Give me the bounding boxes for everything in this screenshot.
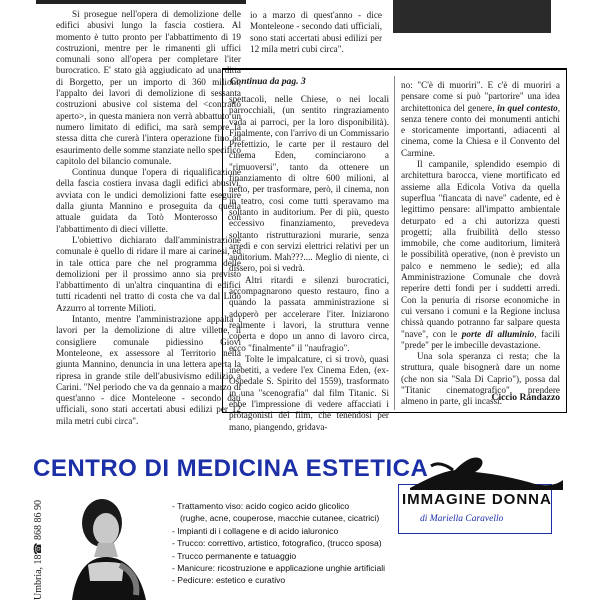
ad-list-item: (rughe, acne, couperose, macchie cutanee, cicatrici) <box>180 513 380 524</box>
text-run: Il campanile, splendido esempio di architettura barocca, viene mortificato ed assieme alla Edicola Votiva da quella superflua "fiancata di nave" cadente, ed è legittimo pensare: all'impatto ambientale deturpato ed a chi autorizza questi progetti; alla fruibilità dello stesso immobile, che come auditorium, limiterà le possibilità operative, (non è previsto un palco e nemmeno le sedie); ed alla Amministrazione Comunale che dovrà reperire detti fondi per i suddetti arredi. Con la penuria di risorse economiche in cui versano i comuni e la Regione inclusa chissà quando potranno far salpare questa "nave", con le <box>401 159 560 339</box>
top-article-paragraph: L'obiettivo dichiarato dall'amministrazione comunale è quello di ridare il mare ai carinesi, ed in tale ottica pare che nel programma delle demolizioni per il prossimo anno sia previsto l'abbattimento di un'altra cinquantina di edifici tutti ricadenti nel tratto di costa che va dal Lido Azzurro al torrente Milioti. <box>56 234 241 313</box>
ad-list-item: - Pedicure: estetico e curativo <box>172 575 286 586</box>
mid-paragraph <box>401 80 560 159</box>
mid-paragraph <box>401 159 560 351</box>
ad-list-item: - Impianti di i collagene e di acido ialuronico <box>172 525 339 536</box>
top-photo-left <box>36 0 246 4</box>
top-article-paragraph: Intanto, mentre l'amministrazione appalta i lavori per la demolizione di altre villette, il consigliere comunale pidiessino Giovi Monteleone, ex assessore al Territorio nella giunta Mannino, denuncia in una lettera aperta la ripresa in grande stile dell'abusivismo edilizio a Carini. "Nel periodo che va da gennaio a marzo di quest'anno - dice Monteleone - secondo dati ufficiali, sono stati accertati abusi edilizi per 12 mila metri cubi circa". <box>56 314 241 426</box>
continua-label: Continua da pag. 3 <box>230 76 306 87</box>
logo-figure-icon <box>405 450 565 492</box>
text-run: no: "C'è di muoriri". E c'è di muoriri a pensare come si può "partorire" una idea architettonica del genere, <box>401 80 560 113</box>
text-run: , senza tenere conto dei monumenti antichi e storicamente importanti, adiacenti al cinema, come la Chiesa e il Convento del Carmine. <box>401 102 560 158</box>
top-photo-right <box>393 0 551 33</box>
signature: Ciccio Randazzo <box>491 392 560 403</box>
ad-title: CENTRO DI MEDICINA ESTETICA <box>33 455 429 482</box>
mid-paragraph: Altri ritardi e silenzi burocratici, accompagnarono questo restauro, fino a quando la passata amministrazione si adoperò per accelerare l'iter. Iniziarono realmente i lavori, la struttura venne coperta e dopo un anno di lavoro circa, ecco "finalmente" il "naufragio". <box>229 274 389 353</box>
mid-paragraph: spettacoli, nelle Chiese, o nei locali parrocchiali, (un sentito ringraziamento vada ai parroci, per la loro disponibilità). Finalmente, con l'arrivo di un Commissario Prefettizio, le carte per il restauro del cinema Eden, cominciarono a "rimuoversi", tanto da ottenere un finanziamento di oltre 600 milioni, al netto, per trasformare, però, il cinema, non in teatro, così come tutti speravamo ma soltanto in auditorium. Per di più, questo eccessivo finanziamento, prevedeva soltanto ristrutturazioni murarie, senza arredi e con servizi elettrici relativi per un auditorium. Mah???.... Meglio di niente, ci dissero, poi si vedrà. <box>229 94 389 274</box>
top-article-column <box>56 9 241 426</box>
top-article-paragraph: Si prosegue nell'opera di demolizione delle edifici abusivi lungo la fascia costiera. Al momento è tutto pronto per l'abbattimento di 19 costruzioni, mentre per le rimanenti gli uffici comunali sono all'opera per completare l'iter burocratico. E' stato già aggiudicato ad una ditta di Borgetto, per un importo di 360 milioni, l'appalto dei lavori di demolizione di sessanta costruzioni abusive col sistema del <contratto aperto>, in questa maniera non verrà abbattuto un numero limitato di edifici, ma sarà sempre la stessa ditta che curerà l'intera operazione fino ad esaurimento delle somme stanziate nello specifico capitolo del bilancio comunale. <box>56 9 241 166</box>
text-emphasis: porte di alluminio <box>461 328 535 339</box>
ad-treatment-list <box>172 500 402 587</box>
top-article-paragraph: Continua dunque l'opera di riqualificazione della fascia costiera invasa dagli edifici abusivi, avviata con le undici demolizioni fatte eseguire dalla giunta Mannino e proseguita da quella attuale guidata da Totò Monterosso con l'abbattimento di dieci villette. <box>56 167 241 234</box>
text-emphasis: in quel contesto <box>497 102 558 113</box>
ad-list-item: - Trucco permanente e tatuaggio <box>172 550 297 561</box>
ad-logo-name: IMMAGINE DONNA <box>402 491 552 508</box>
top-mid-text: io a marzo di quest'anno - dice Monteleone - secondo dati ufficiali, sono stati accertati abusi edilizi per 12 mila metri cubi circa". <box>250 10 382 54</box>
ad-logo-subtitle: di Mariella Caravello <box>420 514 504 524</box>
ad-woman-photo <box>62 495 154 600</box>
ad-side-address: Umbria, 18 <box>33 554 44 600</box>
ad-list-item: - Manicure: ricostruzione e applicazione unghie artificiali <box>172 563 386 574</box>
mid-paragraph: Tolte le impalcature, ci si trovò, quasi inebetiti, a vedere l'ex Cinema Eden, (ex-Ospedale S. Spirito del 1559), trasformato in una "scenografia" dal film Titanic. Si ebbe l'impressione di vedere affacciati i protagonisti del film, che tenendosi per mano, piangendo, gridava- <box>229 353 389 432</box>
ad-side-phone: ☎ 868 86 90 <box>33 500 44 555</box>
column-divider <box>394 76 395 410</box>
mid-column-1 <box>229 94 389 432</box>
text-run: , facili "prede" per le imbecille devastazione. <box>401 328 560 350</box>
ad-list-item: - Trattamento viso: acido cogico acido glicolico <box>172 501 350 511</box>
mid-paragraph: Una sola speranza ci resta; che la struttura, quale bisognerà dare un nome (che non sia "Sala Di Caprio"), possa dal "Titanic cinematografico", prendere almeno in parte, gli incassi. <box>401 351 560 407</box>
ad-list-item: - Trucco: correttivo, artistico, fotografico, (trucco sposa) <box>172 538 382 549</box>
